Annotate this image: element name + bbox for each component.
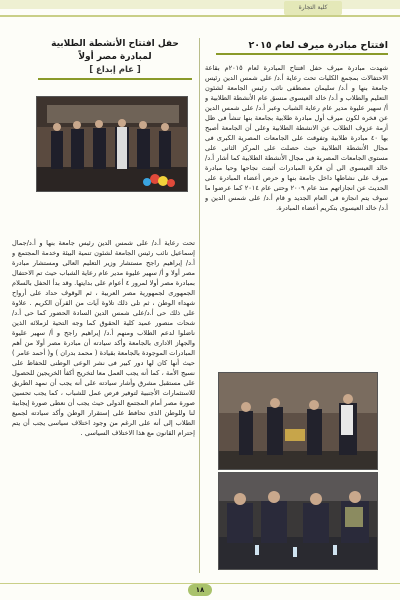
award-presentation-photo	[218, 372, 378, 470]
column-divider	[199, 38, 200, 573]
page-number: ١٨	[188, 584, 212, 596]
left-title-underline	[38, 78, 192, 80]
top-rule	[0, 15, 400, 17]
section-tab: كلية التجارة	[284, 1, 342, 15]
stage-ceremony-photo	[36, 96, 188, 192]
audience-seated-photo	[218, 472, 378, 570]
left-column-body: تحت رعاية أ.د/ على شمس الدين رئيس جامعة بنها و أ.د/جمال إسماعيل نائب رئيس الجامعة لشئون تنمية البيئة وخدمة المجتمع و أ.د/ إبراهيم راجح مستشار وزير التعليم العالى ومستشار مبادرة مصر أولا و أ/ سهير عليوة مدير عام رعاية الشباب حيث تم الاحتفال بمبادرة مصر أولا لمرور ٤ أعوام على بدايتها. وقد بدأ الحفل بالسلام الجمهورى لجمهورية مصر العربية ، ثم الوقوف حداد على أرواح شهداء الوطن ، ثم تلى ذلك تلاوة آيات من القرآن الكريم . علاوة على ذلك حى أ.د/على شمس الدين السادة الحضور كما حى أ.د/ شحات منصور عميد كلية الحقوق كما وجه التحية لزملائه الذين ناضلوا لدعم الطلاب ومنهم أ.د/ إبراهيم راجح و أ/ سهير عليوة والجهاز الادارى بالجامعة وأكد سيادته أن مبادرة مصر أولا من أهم المبادرات الموجودة بالجامعة بقيادة ( محمد بدران ) و( أحمد عامر ) حيث أنها كان لها دور كبير فى نشر الوعى الوطنى للحفاظ على نسيج الأمة ، كما أنه يجب العمل معا لتخريج أكفأ الخريجين للحصول على مستقبل مشرق وأشار سيادته على أنه يجب أن نمهد الطريق للاستثمارات الأجنبية لتوفير فرص عمل للشباب ، كما يجب تحسين صورة مصر أمام المجتمع الدولى حيث يجب أن نعطى صورة إيجابية لنا وللوطن الذى تحافظ على إستقرار الوطن وأكد سيادته لجميع الطلاب إلى أنه على الرغم من وجود اختلاف سياسى يجب أن يتم إحترام القانون مع هذا الاختلاف السياسى .	[12, 239, 195, 437]
right-column-body: شهدت مبادرة ميرف حفل افتتاح المبادرة لعام ٢٠١٥م بقاعة الاحتفالات بمجمع الكليات تحت رعاية أ.د/ على شمس الدين رئيس جامعة بنها و أ.د/ سليمان مصطفى نائب رئيس الجامعة لشئون التعليم والطلاب و أ.د/ خالد العيسوى منسق عام الأنشطة الطلابية و أ/ سهير عليوة مدير عام رعاية الشباب وعبر أ.د/ على شمس الدين عن فخره لكون ميرف أول مبادرة طلابية بجامعة بنها تنشأ فى ظل أزمة عزوف الطلاب عن الانشطة الطلابية وعلى أن الجامعة أصبح بها ٤٠ مبادرة طلابية وتفوقت على الجامعات المصرية الكبرى فى مجال الأنشطة الطلابية حيث حصلت على المركز الثانى على مستوى الجامعات المصرية فى مجال الأنشطة الطلابية كما أشار أ.د/ خالد العيسوى الى أن فكرة المبادرات أثبتت نجاحها وحيا مبادرة ميرف على نشاطها داخل جامعة بنها و حرص أعضاء المبادرة على الحديث عن انجازاتهم منذ عام ٢٠٠٩ وحتى عام ٢٠١٤ كما عرضوا ما سوف يتم انجازه فى العام الجديد و قام أ.د/ على شمس الدين و أ.د/ خالد العيسوى بتكريم أعضاء المبادرة.	[205, 64, 388, 212]
left-column-title-line1: حفل افتتاح الأنشطة الطلابية	[51, 39, 179, 49]
right-title-underline	[216, 53, 388, 55]
right-column-title: افتتاح مبادرة ميرف لعام ٢٠١٥	[248, 40, 388, 51]
left-column-title-line3: [ عام إبداع ]	[89, 65, 141, 75]
left-column-title-line2: لمبادرة مصر أولاً	[78, 52, 152, 62]
